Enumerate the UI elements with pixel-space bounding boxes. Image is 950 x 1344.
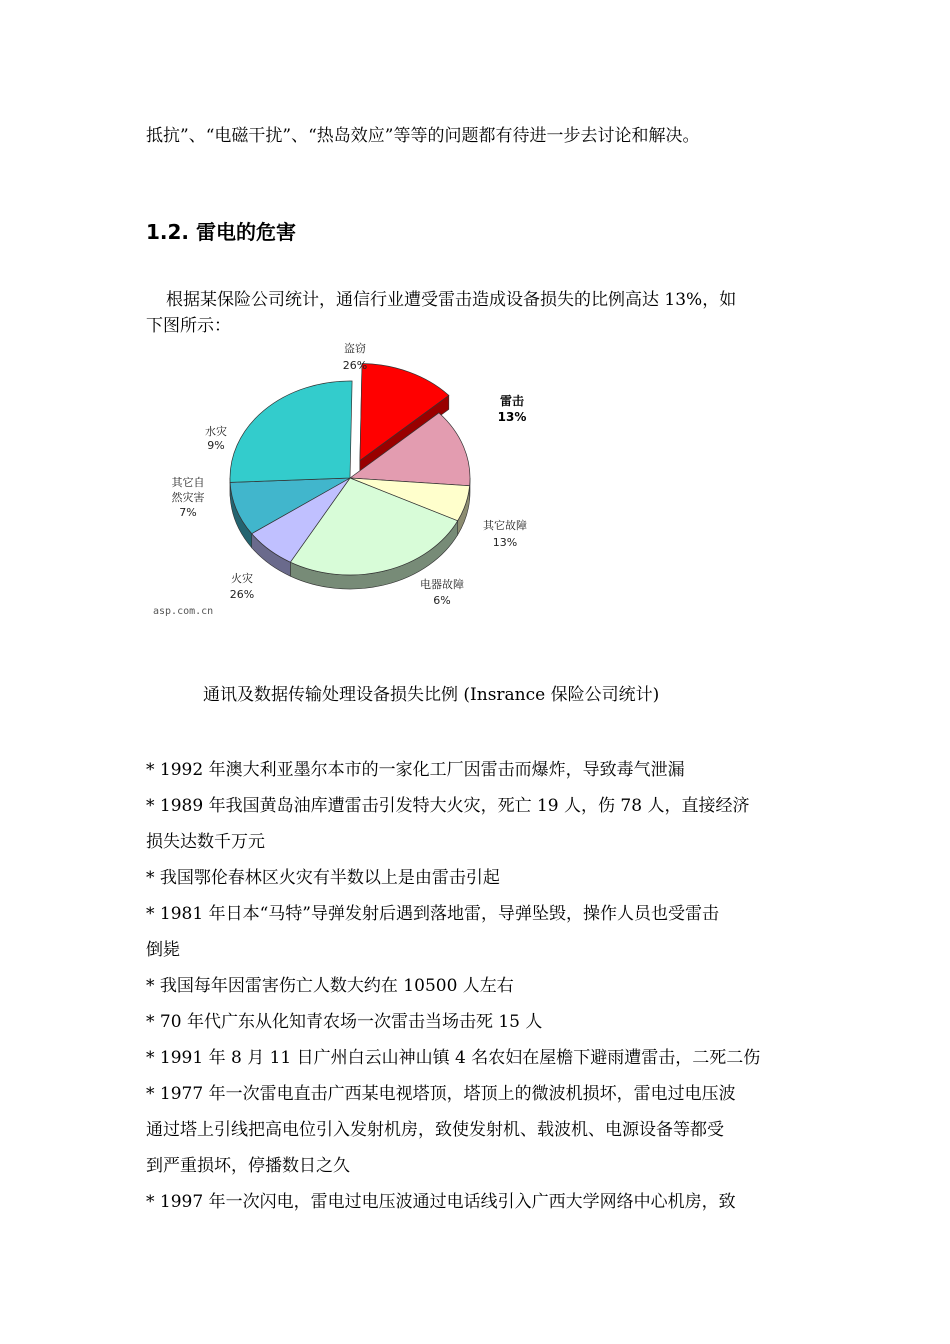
pie-slice: [230, 381, 352, 482]
pie-chart: [150, 335, 550, 620]
section-heading: 1.2. 雷电的危害: [146, 220, 296, 244]
label-electric-value: 6%: [433, 594, 451, 607]
label-lightning-name: 雷击: [499, 394, 525, 408]
label-theft-name: 盗窃: [344, 342, 366, 355]
event-line: * 1977 年一次雷电直击广西某电视塔顶，塔顶上的微波机损坏，雷电过电压波: [146, 1084, 736, 1104]
label-lightning-value: 13%: [497, 410, 527, 424]
label-natural-value: 7%: [179, 506, 197, 519]
label-fire-value: 26%: [229, 588, 255, 601]
pie-tops: [230, 364, 470, 575]
event-line: * 我国每年因雷害伤亡人数大约在 10500 人左右: [146, 976, 514, 996]
label-other-fault-name: 其它故障: [483, 519, 527, 532]
intro-line: 抵抗”、“电磁干扰”、“热岛效应”等等的问题都有待进一步去讨论和解决。: [146, 126, 700, 146]
event-line: * 1989 年我国黄岛油库遭雷击引发特大火灾，死亡 19 人，伤 78 人，直接经济: [146, 796, 750, 816]
event-line: 到严重损坏，停播数日之久: [146, 1156, 350, 1176]
event-line: * 1991 年 8 月 11 日广州白云山神山镇 4 名农妇在屋檐下避雨遭雷击，二死二伤: [146, 1048, 761, 1068]
label-other-fault-value: 13%: [492, 536, 518, 549]
event-line: * 我国鄂伦春林区火灾有半数以上是由雷击引起: [146, 868, 500, 888]
stat-line-1: 根据某保险公司统计，通信行业遭受雷击造成设备损失的比例高达 13%，如: [166, 290, 737, 310]
label-water-value: 9%: [207, 439, 225, 452]
stat-line-2: 下图所示：: [146, 316, 231, 336]
label-fire-name: 火灾: [231, 572, 253, 585]
event-line: 通过塔上引线把高电位引入发射机房，致使发射机、载波机、电源设备等都受: [146, 1120, 724, 1140]
event-line: * 70 年代广东从化知青农场一次雷击当场击死 15 人: [146, 1012, 543, 1032]
watermark: asp.com.cn: [153, 606, 214, 617]
pie-chart-svg: [150, 335, 550, 620]
event-line: 损失达数千万元: [146, 832, 265, 852]
label-theft-value: 26%: [342, 359, 368, 372]
label-natural-name-1: 其它自: [171, 476, 205, 489]
label-water-name: 水灾: [205, 425, 227, 438]
event-line: * 1981 年日本“马特”导弹发射后遇到落地雷，导弹坠毁，操作人员也受雷击: [146, 904, 719, 924]
event-list: [146, 752, 816, 1220]
event-line: * 1997 年一次闪电，雷电过电压波通过电话线引入广西大学网络中心机房，致: [146, 1192, 736, 1212]
label-electric-name: 电器故障: [420, 578, 464, 591]
label-natural-name-2: 然灾害: [171, 491, 205, 504]
event-line: 倒毙: [146, 940, 180, 960]
figure-caption: 通讯及数据传输处理设备损失比例 (Insrance 保险公司统计): [203, 685, 660, 705]
event-line: * 1992 年澳大利亚墨尔本市的一家化工厂因雷击而爆炸，导致毒气泄漏: [146, 760, 685, 780]
